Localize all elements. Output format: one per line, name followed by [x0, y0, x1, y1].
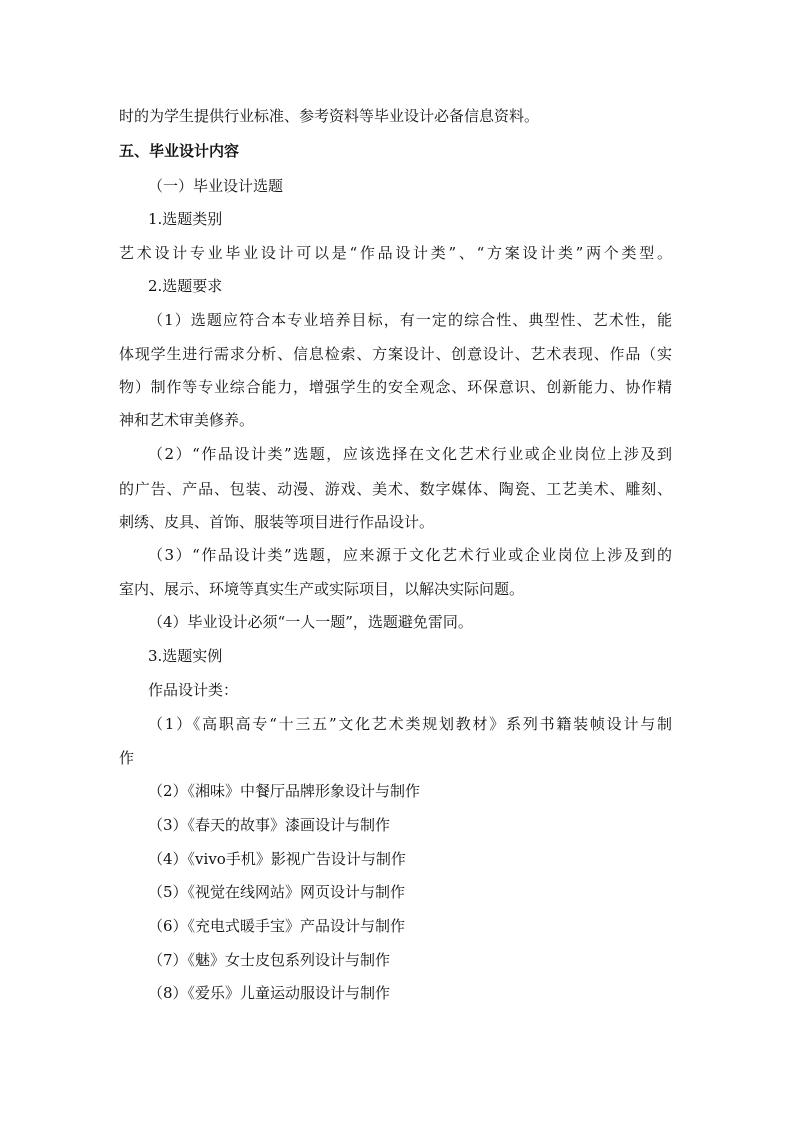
example-1-line-2: 作: [119, 749, 135, 767]
req-1-line-4: 神和艺术审美修养。: [119, 411, 255, 429]
item-3-title: 3.选题实例: [148, 647, 223, 665]
req-1-line-3: 物）制作等专业综合能力，增强学生的安全观念、环保意识、创新能力、协作精: [119, 378, 672, 396]
req-4: （4）毕业设计必须“一人一题”，选题避免雷同。: [148, 613, 473, 631]
req-1-line-1: （1）选题应符合本专业培养目标，有一定的综合性、典型性、艺术性，能: [148, 311, 672, 329]
example-2: （2）《湘味》中餐厅品牌形象设计与制作: [148, 782, 421, 800]
item-1-title: 1.选题类别: [148, 210, 223, 228]
req-2-line-3: 刺绣、皮具、首饰、服装等项目进行作品设计。: [119, 513, 435, 531]
req-3-line-1: （3）“作品设计类”选题，应来源于文化艺术行业或企业岗位上涉及到的: [148, 546, 672, 564]
req-1-line-2: 体现学生进行需求分析、信息检索、方案设计、创意设计、艺术表现、作品（实: [119, 345, 672, 363]
subsection-heading: （一）毕业设计选题: [148, 177, 284, 195]
example-7: （7）《魅》女士皮包系列设计与制作: [148, 951, 391, 969]
example-1-line-1: （1）《高职高专“十三五”文化艺术类规划教材》系列书籍装帧设计与制: [148, 715, 672, 733]
continued-line: 时的为学生提供行业标准、参考资料等毕业设计必备信息资料。: [119, 107, 540, 125]
example-5: （5）《视觉在线网站》网页设计与制作: [148, 883, 406, 901]
req-2-line-2: 的广告、产品、包装、动漫、游戏、美术、数字媒体、陶瓷、工艺美术、雕刻、: [119, 480, 672, 498]
examples-heading: 作品设计类：: [148, 681, 239, 699]
item-2-title: 2.选题要求: [148, 277, 223, 295]
req-2-line-1: （2）“作品设计类”选题，应该选择在文化艺术行业或企业岗位上涉及到: [148, 445, 672, 463]
example-6: （6）《充电式暖手宝》产品设计与制作: [148, 917, 406, 935]
example-3: （3）《春天的故事》漆画设计与制作: [148, 816, 391, 834]
req-3-line-2: 室内、展示、环境等真实生产或实际项目，以解决实际问题。: [119, 580, 525, 598]
example-8: （8）《爱乐》儿童运动服设计与制作: [148, 984, 391, 1002]
item-1-text: 艺术设计专业毕业设计可以是“作品设计类”、“方案设计类”两个类型。: [119, 244, 672, 262]
example-4: （4）《vivo手机》影视广告设计与制作: [148, 850, 406, 868]
section-heading: 五、毕业设计内容: [119, 142, 240, 160]
